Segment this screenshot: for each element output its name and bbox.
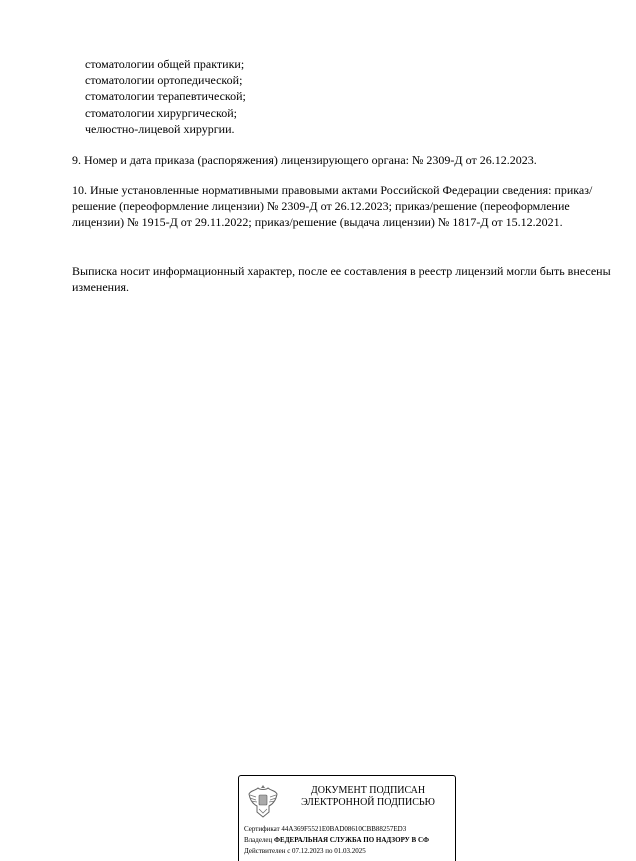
disclaimer-paragraph: Выписка носит информационный характер, после ее составления в реестр лицензий могли быть внесены изменения. bbox=[72, 264, 611, 295]
owner-line bbox=[244, 836, 429, 845]
stamp-title-line: ДОКУМЕНТ ПОДПИСАН bbox=[310, 785, 426, 796]
coat-of-arms-icon bbox=[247, 782, 279, 820]
electronic-signature-stamp bbox=[238, 775, 456, 861]
list-item: стоматологии ортопедической; bbox=[85, 73, 243, 88]
certificate-label: Сертификат bbox=[244, 825, 280, 833]
owner-label: Владелец bbox=[244, 836, 273, 844]
certificate-value: 44A369F5521E0BAD08610CBB88257ED3 bbox=[281, 825, 407, 833]
list-item: стоматологии хирургической; bbox=[85, 105, 237, 120]
list-item: стоматологии терапевтической; bbox=[85, 89, 246, 104]
order-number-paragraph: 9. Номер и дата приказа (распоряжения) лицензирующего органа: № 2309-Д от 26.12.2023. bbox=[72, 153, 537, 167]
owner-value: ФЕДЕРАЛЬНАЯ СЛУЖБА ПО НАДЗОРУ В СФ bbox=[274, 836, 430, 844]
stamp-title bbox=[285, 785, 451, 809]
list-item: челюстно-лицевой хирургии. bbox=[85, 121, 235, 136]
list-item: стоматологии общей практики; bbox=[85, 57, 245, 71]
validity-line: Действителен с 07.12.2023 по 01.03.2025 bbox=[244, 847, 366, 855]
other-info-paragraph: 10. Иные установленные нормативными правовыми актами Российской Федерации сведения: приказ/решение (переоформление лицензии) № 2309-Д от 26.12.2023; приказ/решение (переоформление лицензии) № 1915-Д от 29.11.2022; приказ/решение (выдача лицензии) № 1817-Д от 15.12.2021. bbox=[72, 183, 593, 230]
certificate-line bbox=[244, 825, 406, 834]
stamp-title-line: ЭЛЕКТРОННОЙ ПОДПИСЬЮ bbox=[301, 797, 435, 808]
specialty-list bbox=[85, 56, 246, 137]
